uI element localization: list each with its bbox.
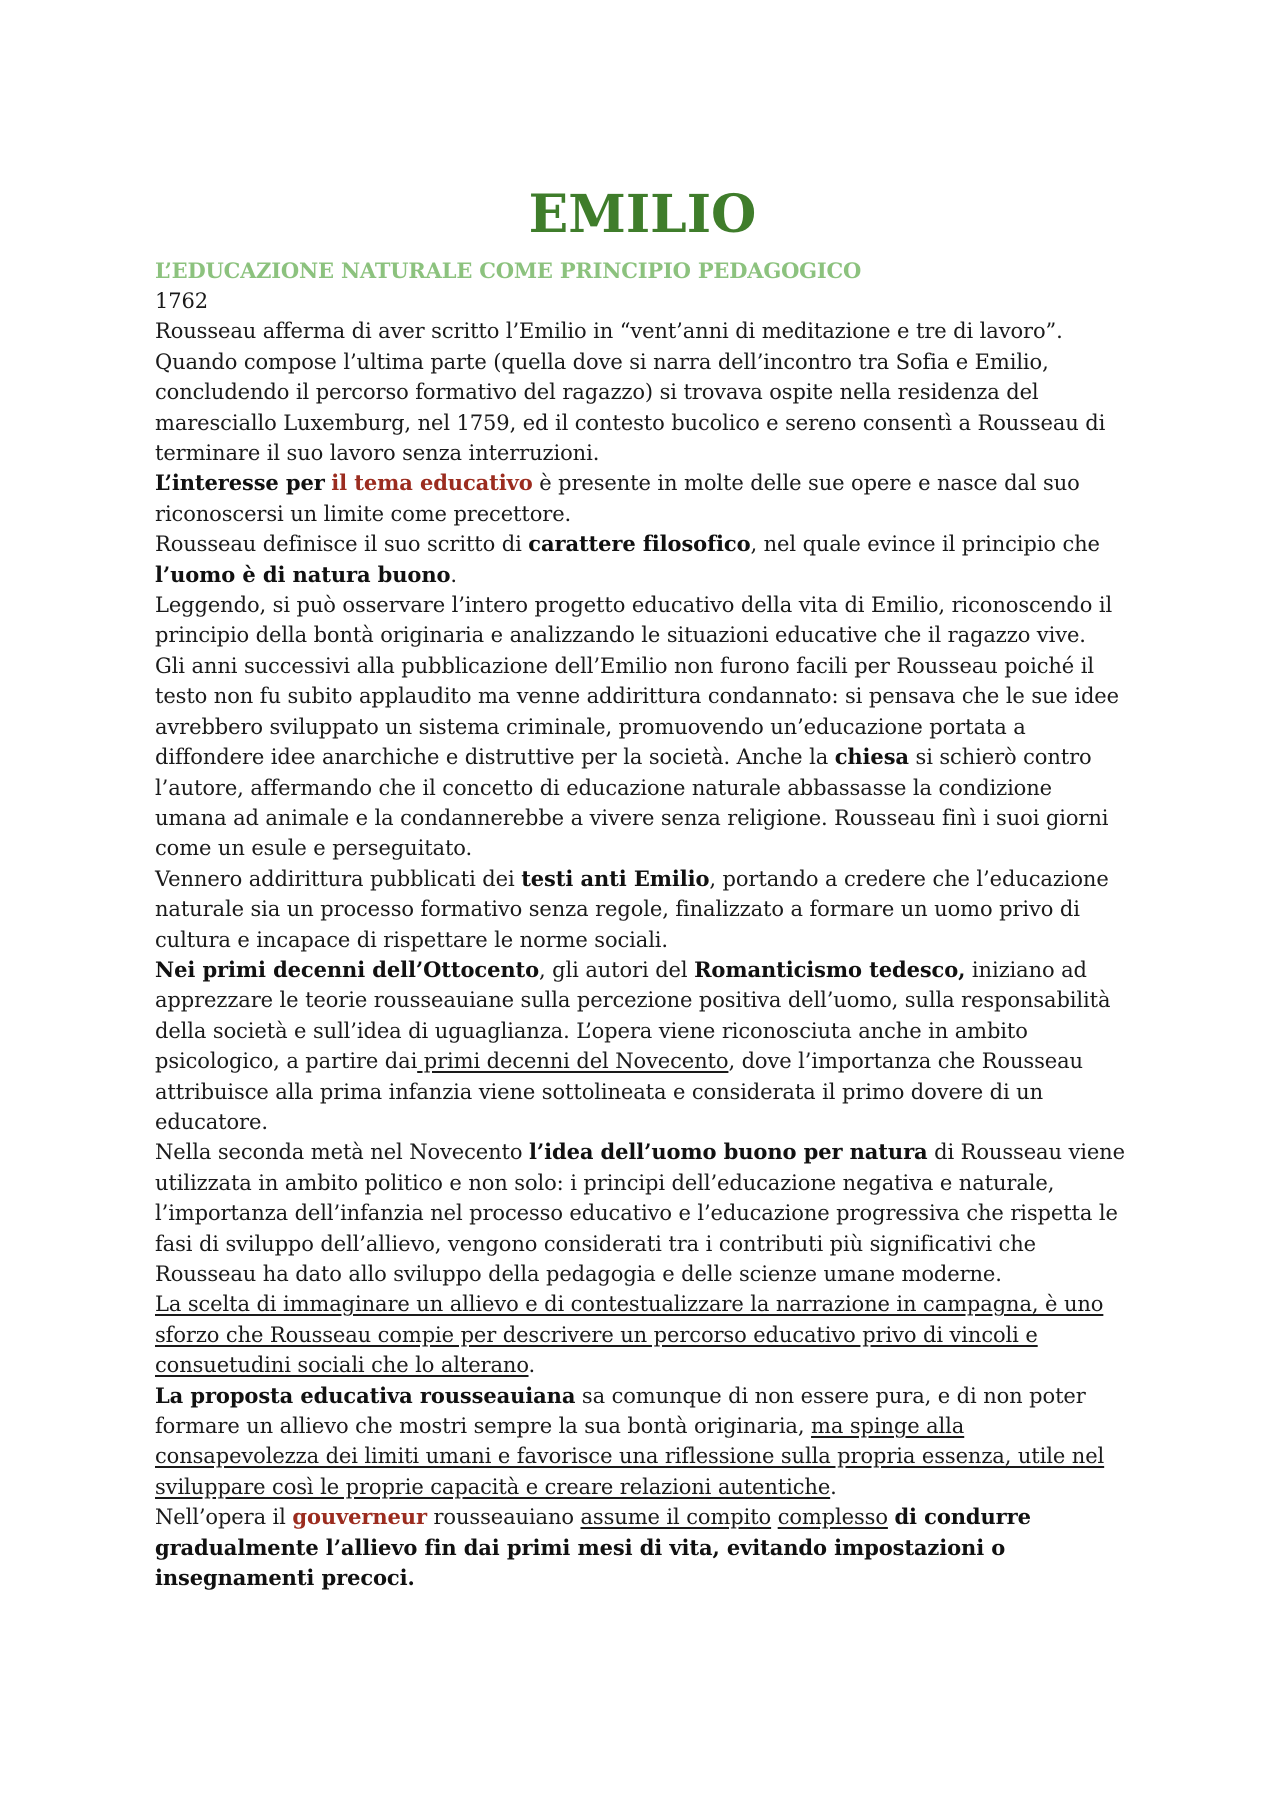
text: , gli autori del (539, 957, 695, 982)
text: , portando a credere che l’educazione naturale sia un processo formativo senza regole, finalizzato a formare un uomo privo di cultura e incapace di rispettare le norme sociali. (155, 866, 1109, 952)
text: rousseauiano (426, 1505, 581, 1530)
text: Rousseau definisce il suo scritto di (155, 532, 529, 557)
text: è presente in molte delle sue opere e nasce dal suo riconoscersi un limite come precettore. (155, 471, 1080, 526)
bold-text: Nei primi decenni dell’Ottocento (155, 956, 540, 982)
paragraph-7 (155, 955, 1130, 1137)
text: Nella seconda metà nel Novecento (155, 1140, 530, 1165)
paragraph-4: Leggendo, si può osservare l’intero progetto educativo della vita di Emilio, riconoscendo il principio della bontà originaria e analizzando le situazioni educative che il ragazzo vive. (155, 593, 1113, 648)
highlight-text: il tema educativo (331, 470, 533, 496)
text: si schierò contro l’autore, affermando che il concetto di educazione naturale abbassasse la condizione umana ad animale e la condannerebbe a vivere senza religione. Rousseau finì i suoi giorni come un esule e perseguitato. (155, 745, 1109, 861)
text: . (528, 1353, 536, 1378)
paragraph-5 (155, 651, 1130, 864)
bold-text: testi anti Emilio (521, 865, 710, 891)
paragraph-1: Rousseau afferma di aver scritto l’Emilio in “vent’anni di meditazione e tre di lavoro”. Quando compose l’ultima parte (quella dove si narra dell’incontro tra Sofia e Emilio, concludendo il percorso formativo del ragazzo) si trovava ospite nella residenza del maresciallo Luxemburg, nel 1759, ed il contesto bucolico e sereno consentì a Rousseau di terminare il suo lavoro senza interruzioni. (155, 319, 1106, 466)
underlined-text: assume il compito (580, 1505, 772, 1530)
text: di Rousseau viene utilizzata in ambito politico e non solo: i principi dell’educazione negativa e naturale, l’importanza dell’infanzia nel processo educativo e l’educazione progressiva che rispetta le fasi di sviluppo dell’allievo, vengono considerati tra i contributi più significativi che Rousseau ha dato allo sviluppo della pedagogia e delle scienze umane moderne. (155, 1140, 1125, 1286)
paragraph-3 (155, 529, 1130, 590)
underlined-text: primi decenni del Novecento (417, 1049, 729, 1074)
bold-text: l’uomo è di natura buono (155, 561, 451, 587)
text: Gli anni successivi alla pubblicazione dell’Emilio non furono facili per Rousseau poiché il testo non fu subito applaudito ma venne addirittura condannato: si pensava che le sue idee avrebbero sviluppato un sistema criminale, promuovendo un’educazione portata a diffondere idee anarchiche e distruttive per la società. Anche la (155, 653, 1119, 770)
bold-text: La proposta educativa rousseauiana (155, 1382, 576, 1408)
bold-text: di condurre gradualmente l’allievo fin dai primi mesi di vita, evitando impostazioni o insegnamenti precoci. (155, 1504, 1031, 1591)
bold-text: Romanticismo tedesco, (694, 956, 966, 982)
document-body (155, 286, 1130, 1593)
text: . (830, 1474, 837, 1499)
bold-text: L’interesse per (155, 470, 325, 496)
paragraph-9 (155, 1289, 1130, 1380)
text: , nel quale evince il principio che (750, 532, 1100, 557)
text: . (450, 562, 457, 587)
paragraph-10 (155, 1381, 1130, 1503)
text (771, 1505, 778, 1529)
underlined-text: complesso (777, 1505, 888, 1530)
underlined-text: La scelta di immaginare un allievo e di contestualizzare la narrazione in campagna, è uno sforzo che Rousseau compie per descrivere un percorso educativo privo di vincoli e consuetudini sociali che lo alterano (155, 1292, 1104, 1378)
underlined-text: ma spinge alla consapevolezza dei limiti umani e favorisce una riflessione sulla propria essenza, utile nel sviluppare così le proprie capacità e creare relazioni autentiche (155, 1414, 1105, 1499)
text: , dove l’importanza che Rousseau attribuisce alla prima infanzia viene sottolineata e considerata il primo dovere di un educatore. (155, 1049, 1083, 1134)
document-title: EMILIO (528, 184, 757, 245)
text: iniziano ad apprezzare le teorie rousseauiane sulla percezione positiva dell’uomo, sulla responsabilità della società e sull’idea di uguaglianza. L’opera viene riconosciuta anche in ambito psicologico, a partire dai (155, 957, 1111, 1074)
paragraph-11 (155, 1502, 1130, 1593)
paragraph-2 (155, 468, 1130, 529)
document-subtitle: L’EDUCAZIONE NATURALE COME PRINCIPIO PEDAGOGICO (155, 258, 862, 283)
paragraph-8 (155, 1137, 1130, 1289)
year: 1762 (155, 289, 209, 313)
text: sa comunque di non essere pura, e di non poter formare un allievo che mostri sempre la sua bontà originaria, (155, 1383, 1086, 1439)
bold-text: carattere filosofico (528, 531, 751, 557)
highlight-text: gouverneur (292, 1504, 427, 1530)
paragraph-6 (155, 864, 1130, 955)
bold-text: l’idea dell’uomo buono per natura (529, 1139, 928, 1165)
bold-text: chiesa (834, 744, 909, 770)
text: Vennero addirittura pubblicati dei (155, 866, 522, 891)
text: Nell’opera il (155, 1505, 293, 1530)
